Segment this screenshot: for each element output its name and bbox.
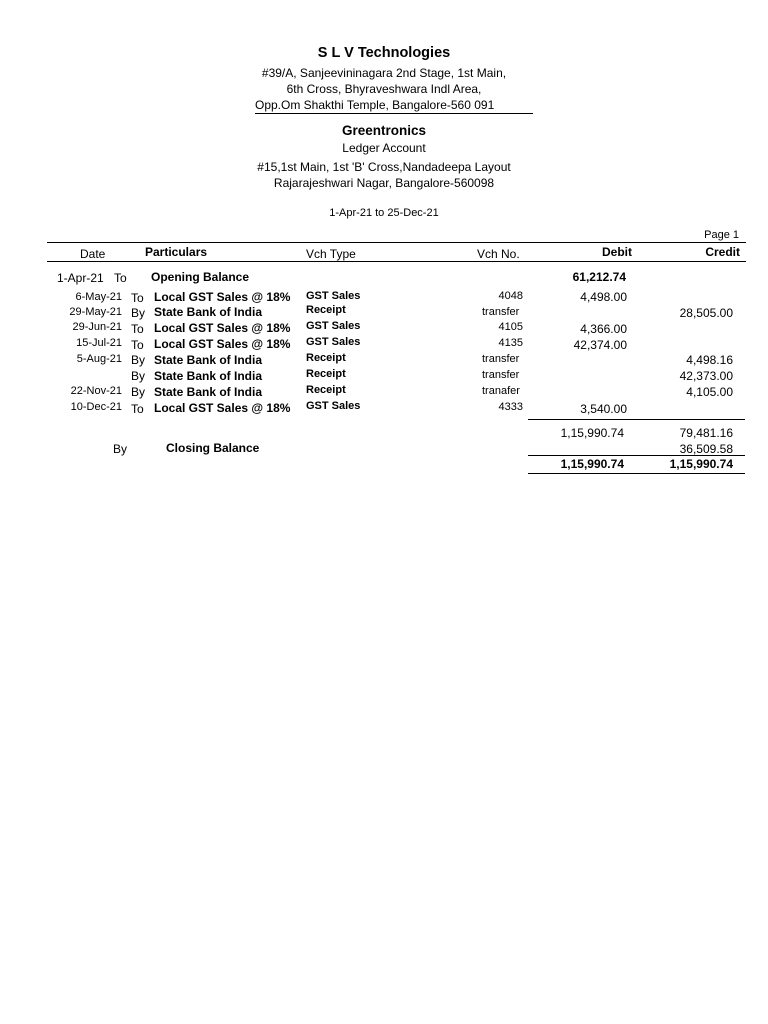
entry-particulars: State Bank of India (154, 385, 263, 399)
entry-particulars: Local GST Sales @ 18% (154, 290, 291, 304)
entry-vch-type: Receipt (306, 384, 346, 396)
entry-vch-type: GST Sales (306, 290, 361, 302)
entry-vch-type: GST Sales (306, 400, 361, 412)
total-top-rule (528, 455, 745, 456)
entry-debit: 4,498.00 (580, 290, 627, 304)
company-address-line2: 6th Cross, Bhyraveshwara Indl Area, (286, 82, 482, 96)
entry-debit: 3,540.00 (580, 402, 627, 416)
entry-date: 6-May-21 (75, 291, 122, 303)
entry-credit: 4,105.00 (686, 385, 733, 399)
entry-debit: 4,366.00 (580, 322, 627, 336)
header-bottom-rule (47, 261, 746, 262)
opening-prefix: To (114, 271, 127, 285)
entry-prefix: To (131, 402, 144, 416)
closing-particulars: Closing Balance (166, 441, 260, 455)
entry-prefix: By (131, 353, 146, 367)
opening-debit: 61,212.74 (572, 270, 626, 284)
entry-prefix: By (131, 385, 146, 399)
header-date: Date (80, 247, 106, 261)
entry-particulars: Local GST Sales @ 18% (154, 321, 291, 335)
subtotal-rule (528, 419, 745, 420)
closing-prefix: By (113, 442, 128, 456)
entry-prefix: To (131, 322, 144, 336)
party-name: Greentronics (341, 123, 427, 138)
entry-debit: 42,374.00 (573, 338, 627, 352)
entry-credit: 4,498.16 (686, 353, 733, 367)
subtotal-debit: 1,15,990.74 (560, 426, 624, 440)
subtotal-credit: 79,481.16 (679, 426, 733, 440)
entry-credit: 28,505.00 (679, 306, 733, 320)
period: 1-Apr-21 to 25-Dec-21 (329, 207, 439, 219)
opening-particulars: Opening Balance (151, 270, 250, 284)
company-address-line3: Opp.Om Shakthi Temple, Bangalore-560 091 (255, 98, 533, 114)
entry-particulars: Local GST Sales @ 18% (154, 401, 291, 415)
total-credit: 1,15,990.74 (669, 457, 733, 471)
entry-vch-type: Receipt (306, 368, 346, 380)
entry-date: 5-Aug-21 (76, 353, 122, 365)
entry-prefix: To (131, 338, 144, 352)
entry-vch-type: Receipt (306, 304, 346, 316)
entry-particulars: State Bank of India (154, 353, 263, 367)
entry-vch-type: GST Sales (306, 336, 361, 348)
entry-vch-no: 4048 (498, 290, 523, 302)
total-bottom-rule (528, 473, 745, 474)
header-vch-no: Vch No. (477, 247, 520, 261)
page-number: Page 1 (704, 229, 739, 241)
entry-vch-type: Receipt (306, 352, 346, 364)
entry-vch-no: 4135 (498, 337, 523, 349)
entry-vch-type: GST Sales (306, 320, 361, 332)
ledger-subtitle: Ledger Account (342, 141, 426, 155)
party-address-line2: Rajarajeshwari Nagar, Bangalore-560098 (273, 176, 495, 190)
entry-credit: 42,373.00 (679, 369, 733, 383)
total-debit: 1,15,990.74 (560, 457, 624, 471)
entry-vch-no: 4333 (498, 401, 523, 413)
opening-date: 1-Apr-21 (57, 271, 104, 285)
company-name: S L V Technologies (317, 45, 451, 61)
entry-date: 29-May-21 (69, 306, 122, 318)
entry-date: 15-Jul-21 (76, 337, 122, 349)
entry-date: 10-Dec-21 (70, 401, 122, 413)
header-vch-type: Vch Type (306, 247, 356, 261)
entry-vch-no: transfer (482, 353, 520, 365)
entry-prefix: By (131, 306, 146, 320)
header-debit: Debit (602, 245, 632, 259)
entry-vch-no: transfer (482, 369, 520, 381)
entry-particulars: Local GST Sales @ 18% (154, 337, 291, 351)
entry-date: 29-Jun-21 (72, 321, 122, 333)
company-address-line1: #39/A, Sanjeevininagara 2nd Stage, 1st Main, (261, 66, 507, 80)
header-particulars: Particulars (145, 245, 208, 259)
entry-prefix: By (131, 369, 146, 383)
header-credit: Credit (705, 245, 740, 259)
header-top-rule (47, 242, 746, 243)
entry-vch-no: transfer (482, 306, 520, 318)
entry-vch-no: tranafer (482, 385, 520, 397)
entry-particulars: State Bank of India (154, 305, 263, 319)
entry-date: 22-Nov-21 (70, 385, 122, 397)
entry-particulars: State Bank of India (154, 369, 263, 383)
closing-credit: 36,509.58 (679, 442, 733, 456)
entry-vch-no: 4105 (498, 321, 523, 333)
party-address-line1: #15,1st Main, 1st 'B' Cross,Nandadeepa Layout (257, 160, 511, 174)
entry-prefix: To (131, 291, 144, 305)
